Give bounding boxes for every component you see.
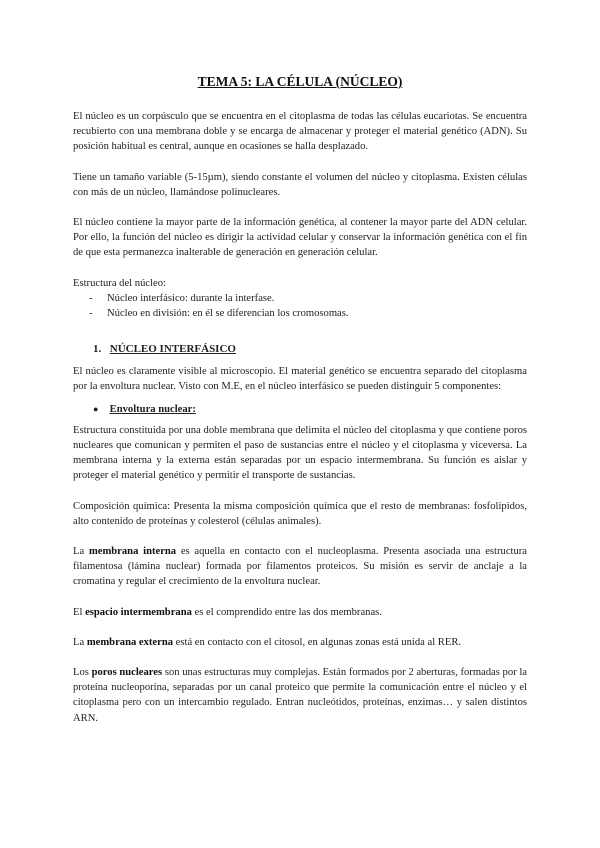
paragraph-inner-membrane: La membrana interna es aquella en contacto con el nucleoplasma. Presenta asociada una estructura filamentosa (lámina nuclear) formada por filamentos proteicos. Su misión es servir de anclaje a la cromatina y regular el crecimiento de la envoltura nuclear. (73, 546, 527, 588)
paragraph-intro: El núcleo es un corpúsculo que se encuentra en el citoplasma de todas las células eucariotas. Se encuentra recubierto con una membrana doble y se encarga de almacenar y proteger el material genético (ADN). Su posición habitual es central, aunque en ocasiones se halla desplazado. (73, 111, 527, 153)
list-item: - Núcleo en división: en él se diferencian los cromosomas. (89, 306, 527, 321)
paragraph-interphase: El núcleo es claramente visible al microscopio. El material genético se encuentra separado del citoplasma por la envoltura nuclear. Visto con M.E, en el núcleo interfásico se pueden distinguir 5 componentes: (73, 366, 527, 393)
paragraph-pores: Los poros nucleares son unas estructuras muy complejas. Están formados por 2 aberturas, formadas por la proteína nucleoporina, separadas por un canal proteico que permite la comunicación entre el núcleo y el citoplasma pero con un intercambio regulado. Entran nucleótidos, proteínas, enzimas… y salen distintos ARN. (73, 667, 527, 724)
term-bold: membrana externa (86, 636, 174, 648)
section-heading (73, 343, 527, 355)
bullet-heading (73, 402, 527, 417)
paragraph-intermembrane: El espacio intermembrana es el comprendido entre las dos membranas. (73, 606, 382, 618)
paragraph-envelope: Estructura constituida por una doble membrana que delimita el núcleo del citoplasma y que contiene poros nucleares que comunican y permiten el paso de sustancias entre el núcleo y el citoplasma y viceversa. La membrana interna y la externa están separadas por un espacio intermembrana. Su función es aislar y proteger el material genético y permitir el transporte de sustancias. (73, 424, 527, 482)
bullet-title: Envoltura nuclear: (109, 403, 196, 415)
term-bold: espacio intermembrana (85, 606, 192, 618)
paragraph-size: Tiene un tamaño variable (5-15µm), siendo constante el volumen del núcleo y citoplasma. Existen células con más de un núcleo, llamándose polinucleares. (73, 171, 527, 198)
bullet-dot-icon: ● (93, 403, 99, 414)
term-bold: poros nucleares (91, 667, 163, 679)
paragraph-function: El núcleo contiene la mayor parte de la información genética, al contener la mayor parte del ADN celular. Por ello, la función del núcleo es dirigir la actividad celular y conservar la información genética con el fin de que esta permanezca inalterable de generación en generación celular. (73, 217, 527, 259)
structure-intro: Estructura del núcleo: (73, 277, 166, 289)
term-bold: membrana interna (88, 546, 177, 558)
section-number: 1. (93, 343, 102, 356)
page-title: TEMA 5: LA CÉLULA (NÚCLEO) (197, 74, 403, 89)
section-title: NÚCLEO INTERFÁSICO (109, 343, 236, 356)
paragraph-outer-membrane: La membrana externa está en contacto con el citosol, en algunas zonas está unida al RER. (73, 636, 462, 648)
list-item: - Núcleo interfásico: durante la interfase. (89, 291, 527, 306)
paragraph-composition: Composición química: Presenta la misma composición química que el resto de membranas: fosfolípidos, alto contenido de proteínas y colesterol (células animales). (73, 500, 527, 527)
structure-list (73, 291, 527, 321)
